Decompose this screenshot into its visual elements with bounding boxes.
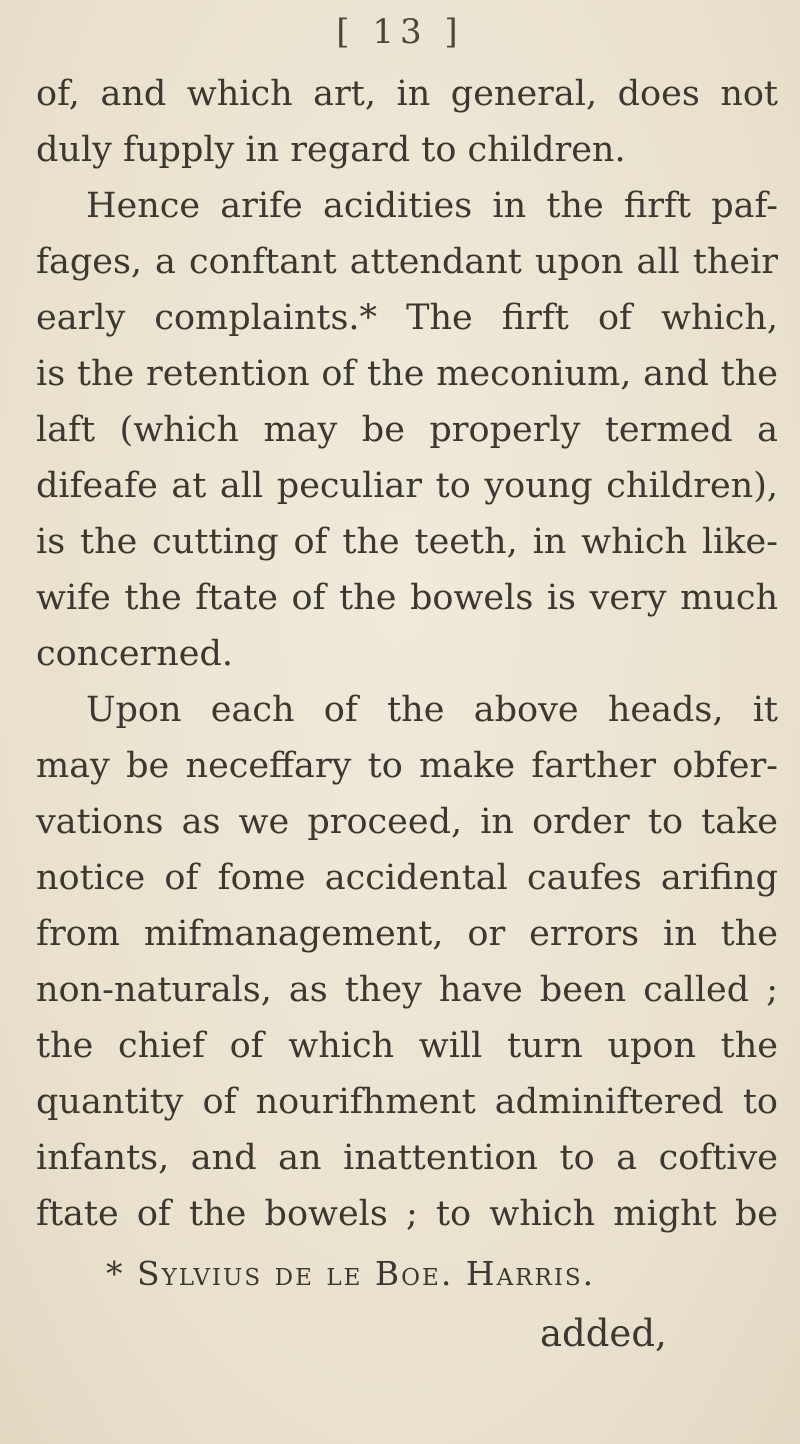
- text-line: Hence arife acidities in the firft paf-: [86, 186, 778, 226]
- body-text: [36, 66, 778, 1242]
- text-line: vations as we proceed, in order to take: [36, 802, 778, 842]
- text-line: may be neceffary to make farther obfer-: [36, 746, 778, 786]
- text-line: laft (which may be properly termed a: [36, 410, 778, 450]
- text-line: duly fupply in regard to children.: [36, 130, 626, 170]
- text-line: concerned.: [36, 634, 234, 674]
- text-line: fages, a conftant attendant upon all their: [36, 242, 778, 282]
- text-line: non-naturals, as they have been called ;: [36, 970, 778, 1010]
- text-line: difeafe at all peculiar to young children),: [36, 466, 778, 506]
- text-line: notice of fome accidental caufes arifing: [36, 858, 778, 898]
- text-line: ftate of the bowels ; to which might be: [36, 1194, 778, 1234]
- text-line: quantity of nourifhment adminiftered to: [36, 1082, 778, 1122]
- text-line: from mifmanagement, or errors in the: [36, 914, 778, 954]
- page-number: [ 13 ]: [336, 12, 464, 52]
- text-line: is the cutting of the teeth, in which like-: [36, 522, 778, 562]
- text-line: early complaints.* The firft of which,: [36, 298, 778, 338]
- footnote: * Sylvius de le Boe. Harris.: [106, 1254, 596, 1293]
- catchword: added,: [540, 1312, 667, 1355]
- text-line: the chief of which will turn upon the: [36, 1026, 778, 1066]
- text-line: infants, and an inattention to a coftive: [36, 1138, 778, 1178]
- text-line: is the retention of the meconium, and the: [36, 354, 778, 394]
- text-line: wife the ftate of the bowels is very much: [36, 578, 778, 618]
- text-line: of, and which art, in general, does not: [36, 74, 778, 114]
- text-line: Upon each of the above heads, it: [86, 690, 778, 730]
